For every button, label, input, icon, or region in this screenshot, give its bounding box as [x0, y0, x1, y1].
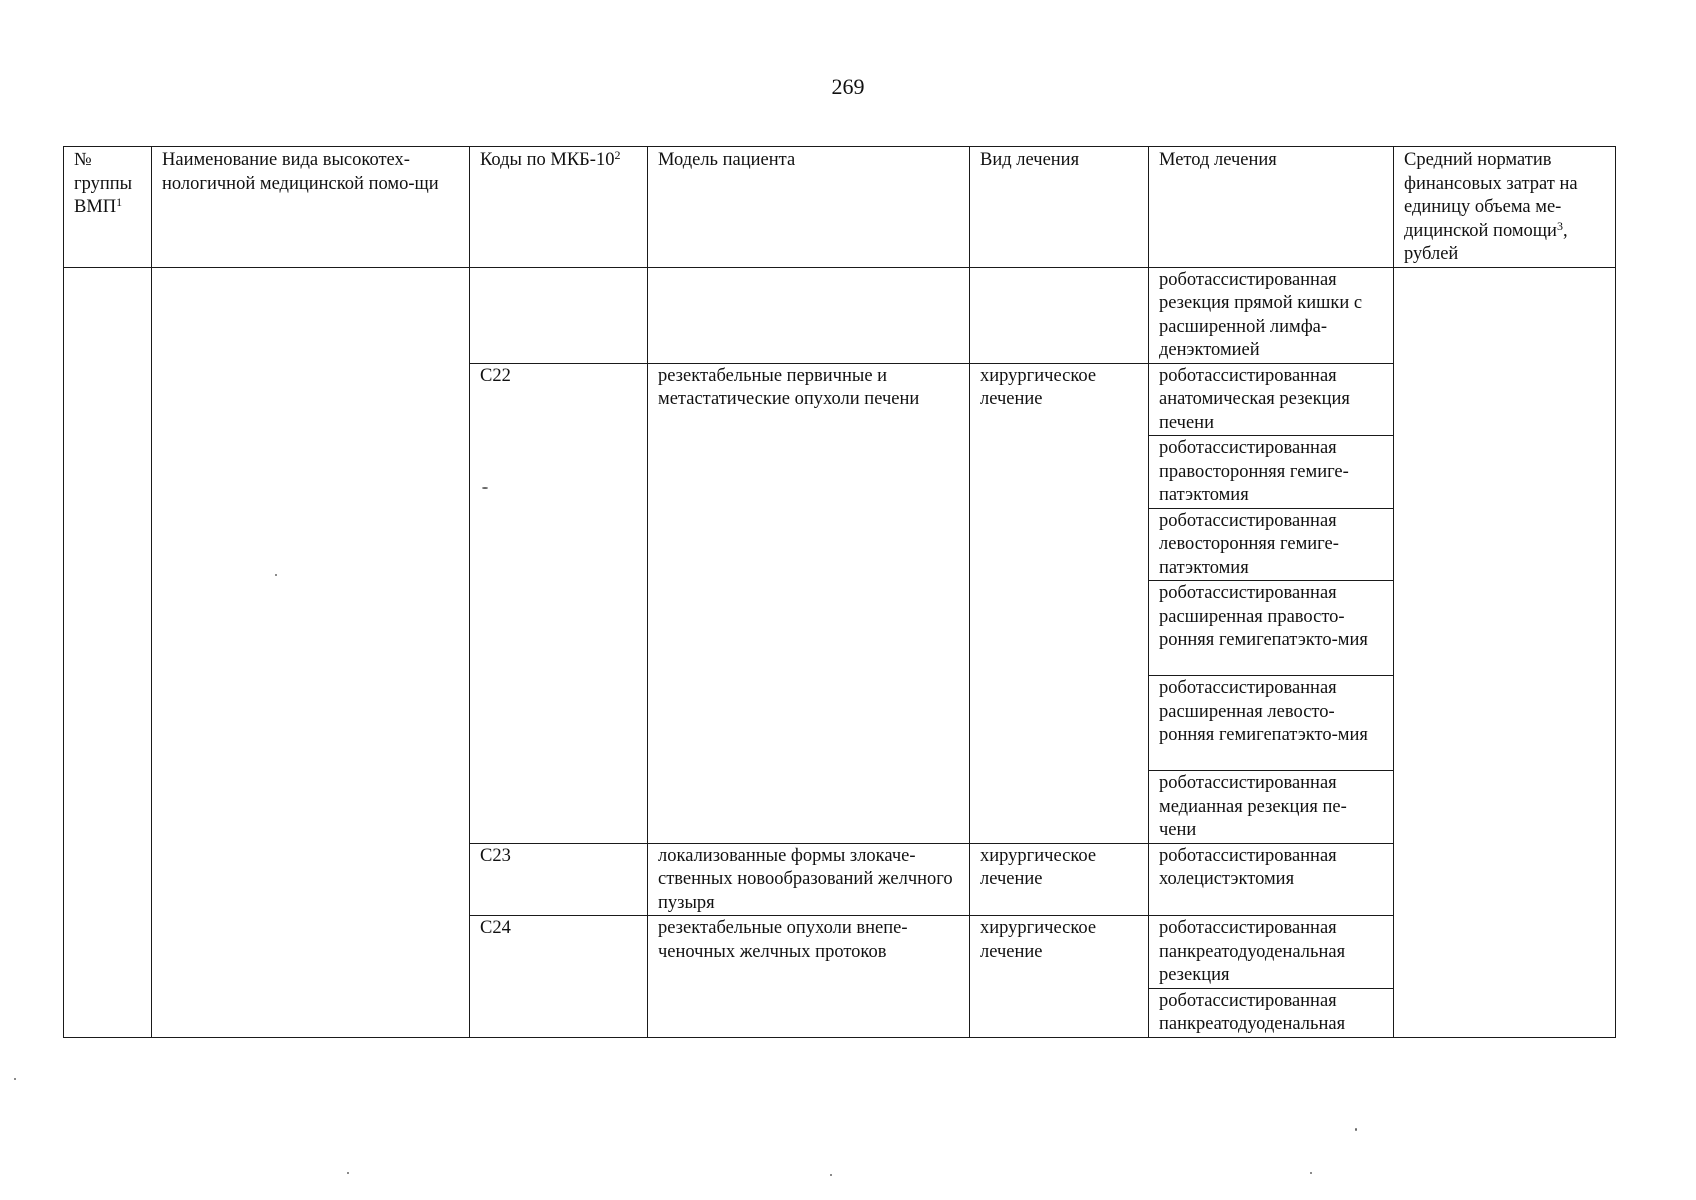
care-type-name-cell [152, 267, 470, 1037]
header-group-number: № группы ВМП$^1$ [64, 147, 152, 268]
treatment-method-cell: роботассистированная панкреатодуоденальная [1149, 988, 1394, 1037]
treatment-method-cell: роботассистированная расширенная правосто-ронняя гемигепатэкто-мия [1149, 581, 1394, 676]
treatment-method-cell: роботассистированная расширенная левосто-ронняя гемигепатэкто-мия [1149, 676, 1394, 771]
treatment-method-cell: роботассистированная левосторонняя гемиге-патэктомия [1149, 508, 1394, 581]
header-treatment-type: Вид лечения [970, 147, 1149, 268]
header-icd-codes: Коды по МКБ-$10^2$ [470, 147, 648, 268]
treatment-method-cell: роботассистированная анатомическая резекция печени [1149, 363, 1394, 436]
group-number-cell [64, 267, 152, 1037]
treatment-type-cell: хирургическое лечение [970, 916, 1149, 1038]
treatment-method-cell: роботассистированная резекция прямой кишки с расширенной лимфа-денэктомией [1149, 267, 1394, 363]
average-cost-cell [1394, 267, 1616, 1037]
icd-code-cell [470, 267, 648, 363]
treatment-type-cell: хирургическое лечение [970, 843, 1149, 916]
header-patient-model: Модель пациента [648, 147, 970, 268]
icd-code-cell: C24 [470, 916, 648, 1038]
scan-speck [14, 1078, 16, 1080]
treatment-method-cell: роботассистированная холецистэктомия [1149, 843, 1394, 916]
icd-code-cell: C22 [470, 363, 648, 843]
treatment-method-cell: роботассистированная правосторонняя гемиге-патэктомия [1149, 436, 1394, 509]
table-header-row [64, 147, 1616, 268]
scan-speck [275, 574, 277, 576]
scan-speck [482, 487, 488, 489]
table-row [64, 267, 1616, 363]
header-treatment-method: Метод лечения [1149, 147, 1394, 268]
patient-model-cell: резектабельные первичные и метастатические опухоли печени [648, 363, 970, 843]
page-number: 269 [831, 74, 865, 99]
treatment-method-cell: роботассистированная панкреатодуоденальная резекция [1149, 916, 1394, 989]
scan-speck [830, 1174, 832, 1176]
header-average-cost: Средний норматив финансовых затрат на единицу объема ме-дицинской помощи$^3$, рублей [1394, 147, 1616, 268]
patient-model-cell: локализованные формы злокаче-ственных новообразований желчного пузыря [648, 843, 970, 916]
treatment-type-cell: хирургическое лечение [970, 363, 1149, 843]
scan-speck [347, 1172, 349, 1174]
medical-care-table [63, 146, 1616, 1038]
patient-model-cell [648, 267, 970, 363]
scan-speck [1355, 1128, 1357, 1131]
header-care-type-name: Наименование вида высокотех-нологичной медицинской помо-щи [152, 147, 470, 268]
icd-code-cell: C23 [470, 843, 648, 916]
scan-speck [1310, 1172, 1312, 1174]
treatment-type-cell [970, 267, 1149, 363]
patient-model-cell: резектабельные опухоли внепе-ченочных желчных протоков [648, 916, 970, 1038]
treatment-method-cell: роботассистированная медианная резекция пе-чени [1149, 771, 1394, 844]
